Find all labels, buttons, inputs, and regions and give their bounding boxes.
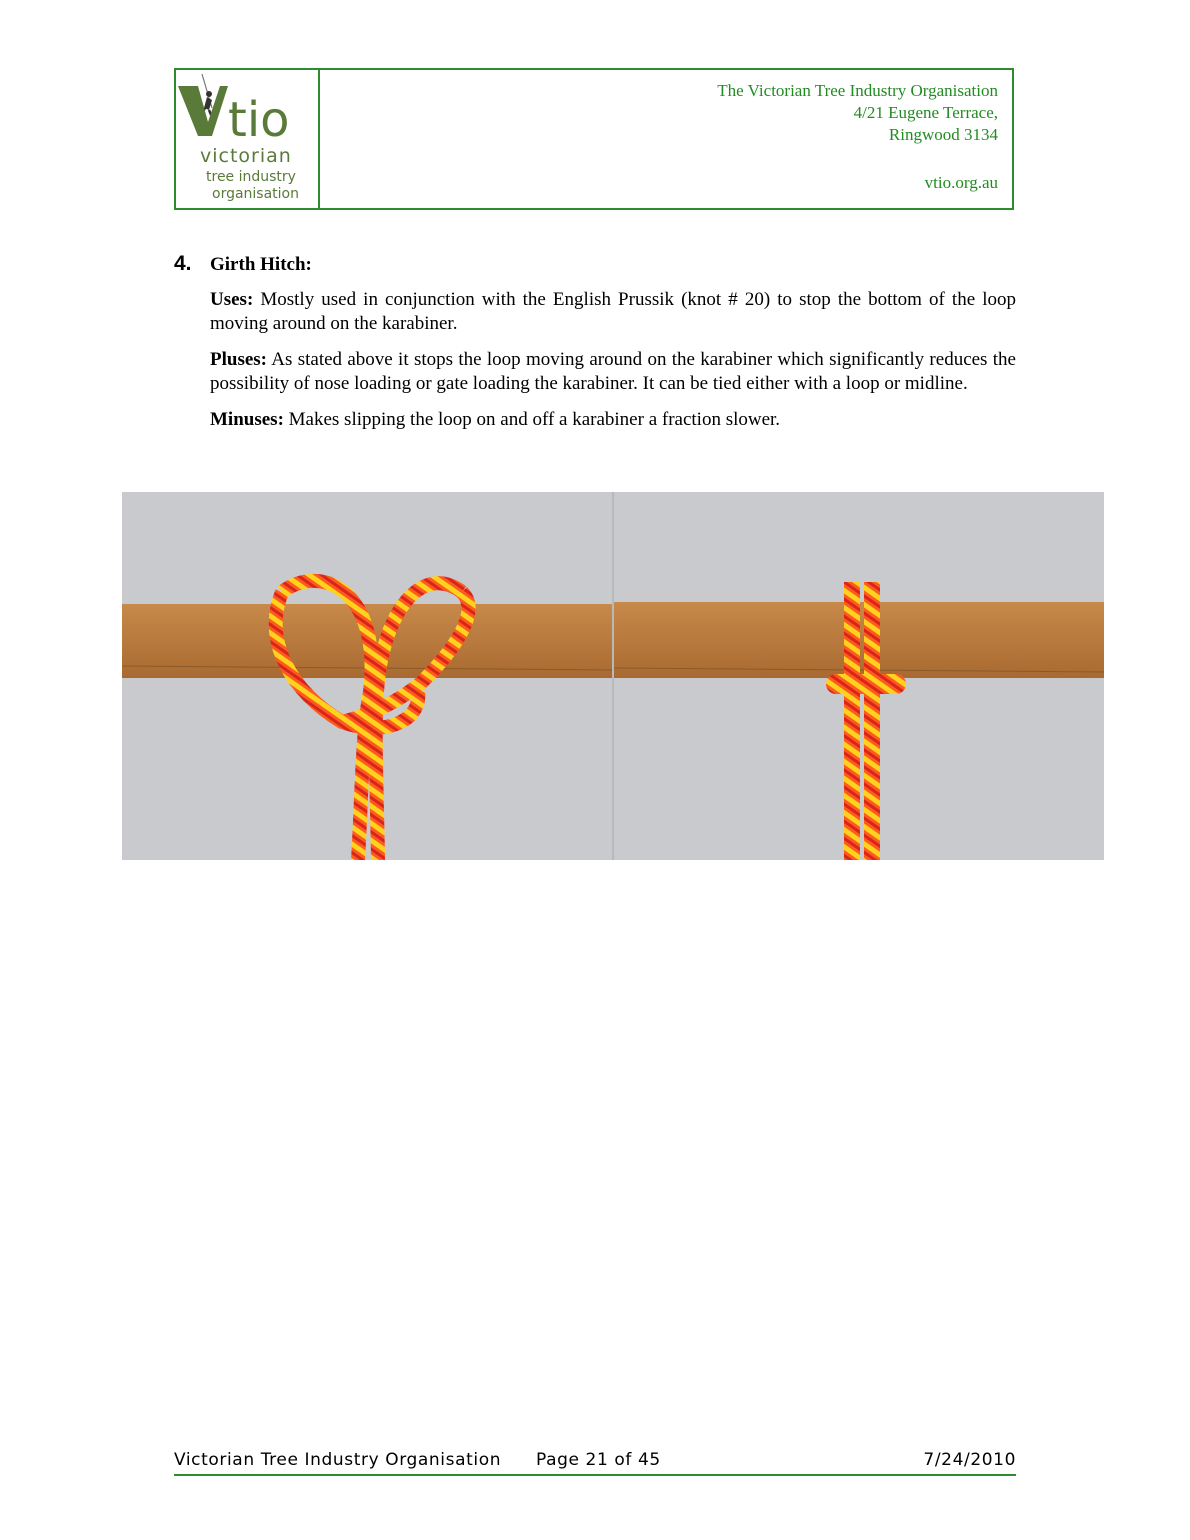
logo-mark: tio <box>228 92 290 148</box>
pluses-label: Pluses: <box>210 349 267 370</box>
street-address: 4/21 Eugene Terrace, <box>853 103 998 122</box>
logo-line3: organisation <box>212 186 299 202</box>
org-name: The Victorian Tree Industry Organisation <box>717 81 998 100</box>
page-footer <box>174 1450 1016 1476</box>
section-heading <box>174 252 1016 276</box>
uses-paragraph <box>210 288 1016 336</box>
pluses-paragraph <box>210 348 1016 396</box>
footer-page-number: Page 21 of 45 <box>536 1450 661 1470</box>
section-title: Girth Hitch: <box>210 254 312 275</box>
address-block <box>717 80 998 194</box>
pluses-text: As stated above it stops the loop moving around on the karabiner which significantly reduces the possibility of nose loading or gate loading the karabiner. It can be tied either with a loop or midline. <box>210 349 1016 394</box>
uses-label: Uses: <box>210 289 254 310</box>
photo-panel-dressed <box>614 492 1104 860</box>
minuses-label: Minuses: <box>210 409 284 430</box>
vtio-logo <box>176 70 320 208</box>
website-link[interactable]: vtio.org.au <box>924 173 998 192</box>
logo-line2: tree industry <box>206 169 296 185</box>
footer-org: Victorian Tree Industry Organisation <box>174 1450 502 1470</box>
logo-line1: victorian <box>200 145 292 167</box>
knot-section <box>174 252 1016 432</box>
minuses-text: Makes slipping the loop on and off a karabiner a fraction slower. <box>283 409 781 430</box>
girth-hitch-photo <box>122 492 1104 860</box>
footer-date: 7/24/2010 <box>923 1450 1016 1470</box>
city-postcode: Ringwood 3134 <box>888 125 998 144</box>
section-number: 4. <box>174 252 192 275</box>
photo-panel-loose <box>122 492 612 860</box>
letterhead <box>174 68 1014 210</box>
minuses-paragraph <box>210 408 1016 432</box>
uses-text: Mostly used in conjunction with the English Prussik (knot # 20) to stop the bottom of the loop moving around on the karabiner. <box>210 289 1016 334</box>
